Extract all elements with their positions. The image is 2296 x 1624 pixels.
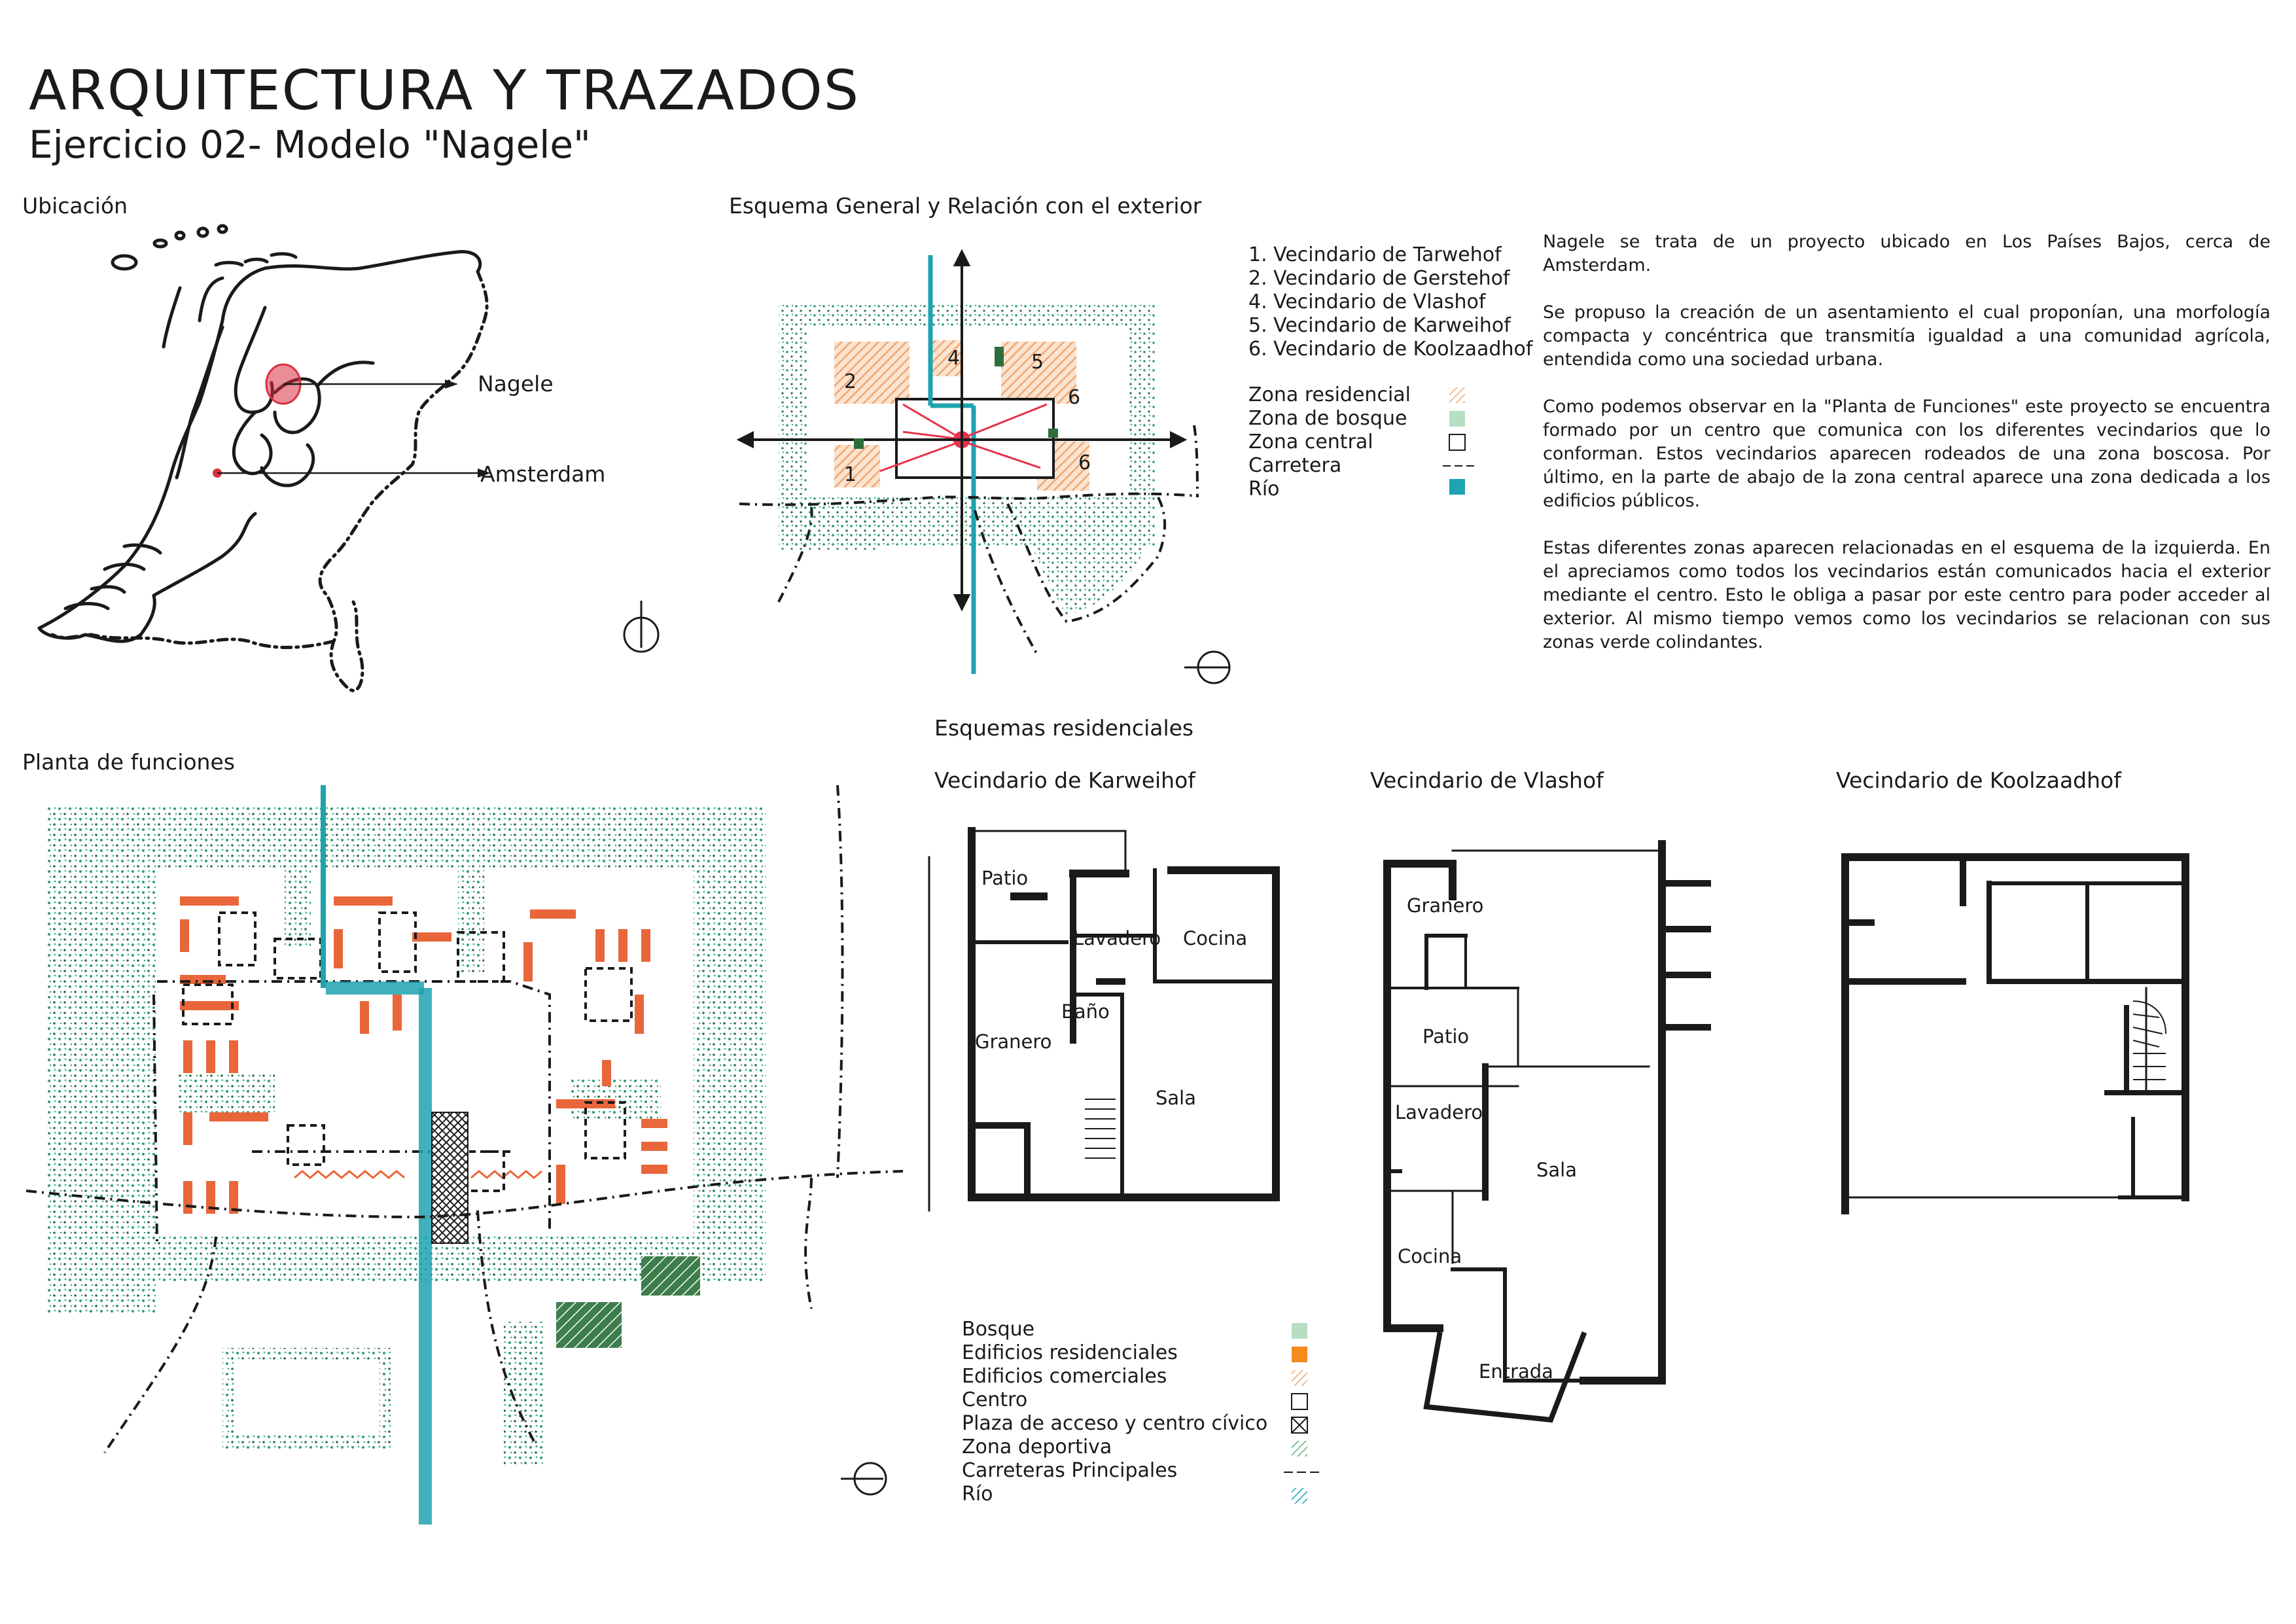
- north-arrow-icon: [841, 1463, 886, 1494]
- legend-label: Edificios comerciales: [962, 1365, 1167, 1388]
- functions-legend-swatches: [1284, 1322, 1330, 1518]
- neighborhood-item: 4. Vecindario de Vlashof: [1248, 291, 1486, 313]
- map-label-nagele: Nagele: [478, 371, 554, 397]
- legend-label: Plaza de acceso y centro cívico: [962, 1412, 1268, 1435]
- legend-label: Bosque: [962, 1318, 1035, 1341]
- zone-number: 1: [844, 463, 857, 486]
- legend-label: Centro: [962, 1388, 1028, 1411]
- zone-number: 2: [844, 370, 857, 393]
- legend-label: Zona central: [1248, 431, 1373, 453]
- plan-title-karweihof: Vecindario de Karweihof: [934, 768, 1195, 793]
- map-label-amsterdam: Amsterdam: [480, 461, 606, 487]
- zone-number: 4: [947, 347, 961, 370]
- description: [1543, 230, 2270, 678]
- zone-number: 6: [1068, 386, 1081, 409]
- legend-label: Zona residencial: [1248, 383, 1411, 406]
- scheme-legend: [1248, 383, 1411, 501]
- room-label: Lavadero: [1073, 927, 1161, 949]
- room-label: Sala: [1156, 1087, 1197, 1109]
- plan-vlashof: [1374, 844, 1714, 1433]
- legend-label: Zona de bosque: [1248, 407, 1407, 430]
- north-arrow-icon: [624, 601, 658, 652]
- room-label: Patio: [981, 867, 1029, 889]
- neighborhood-item: 1. Vecindario de Tarwehof: [1248, 243, 1502, 266]
- room-label: Lavadero: [1395, 1101, 1483, 1123]
- legend-label: Carreteras Principales: [962, 1459, 1178, 1482]
- room-label: Granero: [1407, 894, 1484, 917]
- plan-title-vlashof: Vecindario de Vlashof: [1370, 768, 1604, 793]
- neighborhood-item: 6. Vecindario de Koolzaadhof: [1248, 338, 1533, 361]
- north-arrow-icon: [1184, 652, 1230, 683]
- section-label-ubicacion: Ubicación: [22, 193, 128, 219]
- neighborhood-item: 2. Vecindario de Gerstehof: [1248, 267, 1510, 290]
- page-title: ARQUITECTURA Y TRAZADOS: [29, 58, 860, 122]
- room-label: Cocina: [1183, 927, 1248, 949]
- description-paragraph: Estas diferentes zonas aparecen relacionadas en el esquema de la izquierda. En el apreciamos como todos los vecindarios están comunicados hacia el exterior mediante el centro. Esto le obliga a pasar por este centro para poder acceder al exterior. Al mismo tiempo vemos como los vecindarios se relacionan con sus zonas verde colindantes.: [1543, 538, 2270, 652]
- zone-number: 6: [1078, 451, 1091, 474]
- description-paragraph: Nagele se trata de un proyecto ubicado en Los Países Bajos, cerca de Amsterdam.: [1543, 232, 2270, 275]
- room-label: Entrada: [1479, 1360, 1553, 1383]
- scheme-legend-swatches: [1443, 386, 1482, 510]
- section-label-esquemas-residenciales: Esquemas residenciales: [934, 715, 1194, 741]
- general-scheme-diagram: [739, 249, 1237, 680]
- zone-number: 5: [1031, 351, 1044, 374]
- room-label: Cocina: [1398, 1245, 1462, 1267]
- section-label-planta-funciones: Planta de funciones: [22, 749, 235, 775]
- page-subtitle: Ejercicio 02- Modelo "Nagele": [29, 122, 591, 167]
- country-border: [320, 272, 487, 690]
- functions-legend: [962, 1318, 1267, 1506]
- legend-label: Río: [1248, 478, 1280, 501]
- legend-label: Carretera: [1248, 454, 1342, 477]
- plan-title-koolzaadhof: Vecindario de Koolzaadhof: [1836, 768, 2121, 793]
- room-label: Baño: [1061, 1000, 1110, 1023]
- room-label: Patio: [1422, 1025, 1470, 1048]
- legend-label: Río: [962, 1483, 993, 1506]
- functions-plan: [26, 785, 903, 1531]
- plan-koolzaadhof: [1832, 844, 2199, 1210]
- section-label-esquema-general: Esquema General y Relación con el exterior: [729, 193, 1202, 219]
- description-paragraph: Se propuso la creación de un asentamiento el cual proponían, una morfología compacta y concéntrica que transmitía igualdad a una comunidad agrícola, entendida como una sociedad urbana.: [1543, 302, 2270, 370]
- room-label: Granero: [975, 1031, 1052, 1053]
- location-map: [26, 216, 746, 713]
- neighborhood-item: 5. Vecindario de Karweihof: [1248, 314, 1511, 337]
- description-paragraph: Como podemos observar en la "Planta de Funciones" este proyecto se encuentra formado por un centro que comunica con los diferentes vecindarios que lo conforman. Estos vecindarios aparecen rodeados de una zona boscosa. Por último, en la parte de abajo de la zona central aparece una zona dedicada a los edificios públicos.: [1543, 397, 2270, 511]
- coastline: [39, 252, 480, 628]
- neighborhood-list: [1248, 243, 1532, 361]
- room-label: Sala: [1536, 1159, 1578, 1181]
- legend-label: Zona deportiva: [962, 1436, 1112, 1458]
- legend-label: Edificios residenciales: [962, 1341, 1178, 1364]
